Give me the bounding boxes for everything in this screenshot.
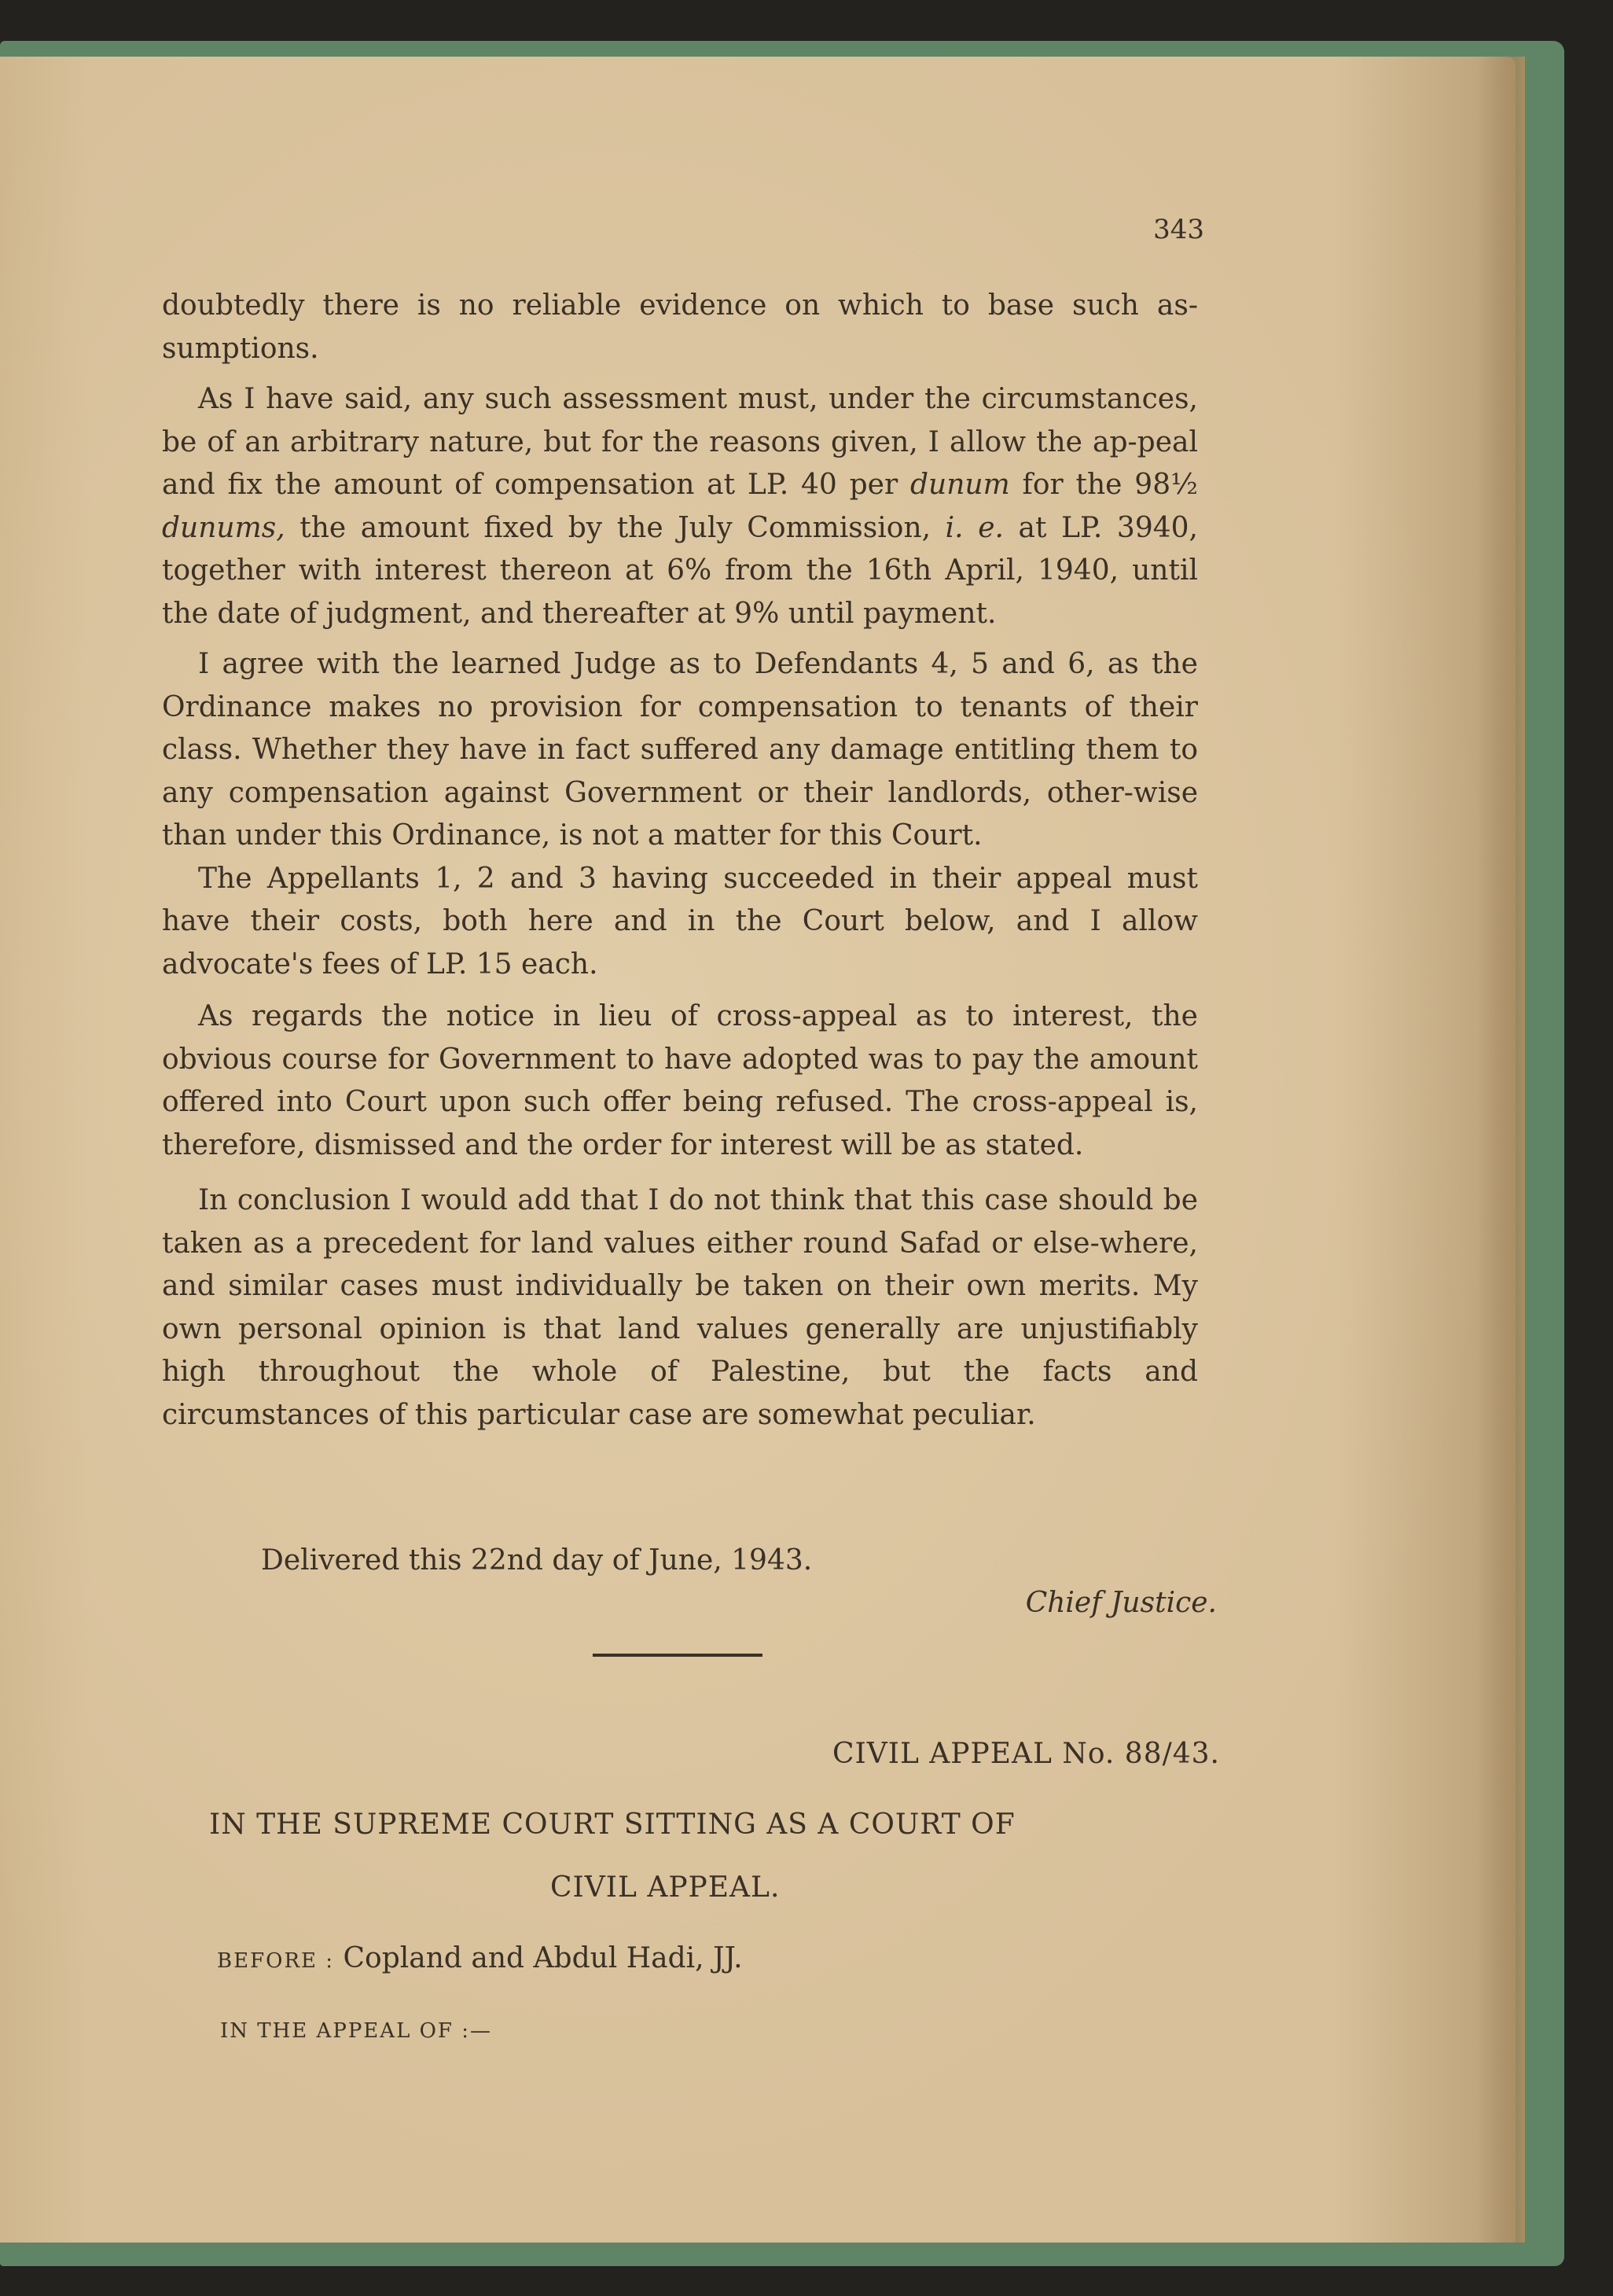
page-worn-edge: [1478, 57, 1525, 2243]
page-number: 343: [1153, 214, 1204, 245]
paragraph-5: As regards the notice in lieu of cross-appeal as to interest, the obvious course for Government to have adopted was to pay the amount offered into Court upon such offer being refused. The cross-appeal is, therefore, dismissed and the order for interest will be as stated.: [162, 1000, 1198, 1161]
case-number: CIVIL APPEAL No. 88/43.: [832, 1738, 1220, 1770]
paragraph-1: doubtedly there is no reliable evidence on which to base such as-sumptions.: [162, 289, 1198, 365]
court-heading-line-1: IN THE SUPREME COURT SITTING AS A COURT OF: [209, 1808, 1016, 1841]
signature-chief-justice: Chief Justice.: [1025, 1587, 1217, 1619]
section-divider: [593, 1654, 762, 1657]
before-line: [217, 1942, 743, 1974]
paragraph-6: In conclusion I would add that I do not think that this case should be taken as a precedent for land values either round Safad or else-where, and similar cases must individually be taken on their own merits. My own personal opinion is that land values generally are unjustifiably high throughout the whole of Palestine, but the facts and circumstances of this particular case are somewhat peculiar.: [162, 1184, 1198, 1431]
court-heading-line-2: CIVIL APPEAL.: [550, 1871, 781, 1904]
paragraph-3: I agree with the learned Judge as to Defendants 4, 5 and 6, as the Ordinance makes no provision for compensation to tenants of their class. Whether they have in fact suffered any damage entitling them to any compensation against Government or their landlords, other-wise than under this Ordinance, is not a matter for this Court.: [162, 648, 1198, 852]
delivered-date: Delivered this 22nd day of June, 1943.: [261, 1544, 813, 1577]
before-judges: Copland and Abdul Hadi, JJ.: [343, 1942, 743, 1974]
appeal-of-label: IN THE APPEAL OF :—: [220, 2019, 492, 2043]
paragraph-2: As I have said, any such assessment must, under the circumstances, be of an arbitrary nature, but for the reasons given, I allow the ap-peal and fix the amount of compensation at LP. 40 per dunum for the 98½ dunums, the amount fixed by the July Commission, i. e. at LP. 3940, together with interest thereon at 6% from the 16th April, 1940, until the date of judgment, and thereafter at 9% until payment.: [162, 383, 1198, 630]
body-text: [162, 285, 1198, 1437]
paragraph-4: The Appellants 1, 2 and 3 having succeeded in their appeal must have their costs, both here and in the Court below, and I allow advocate's fees of LP. 15 each.: [162, 862, 1198, 981]
before-label: BEFORE :: [217, 1949, 335, 1973]
